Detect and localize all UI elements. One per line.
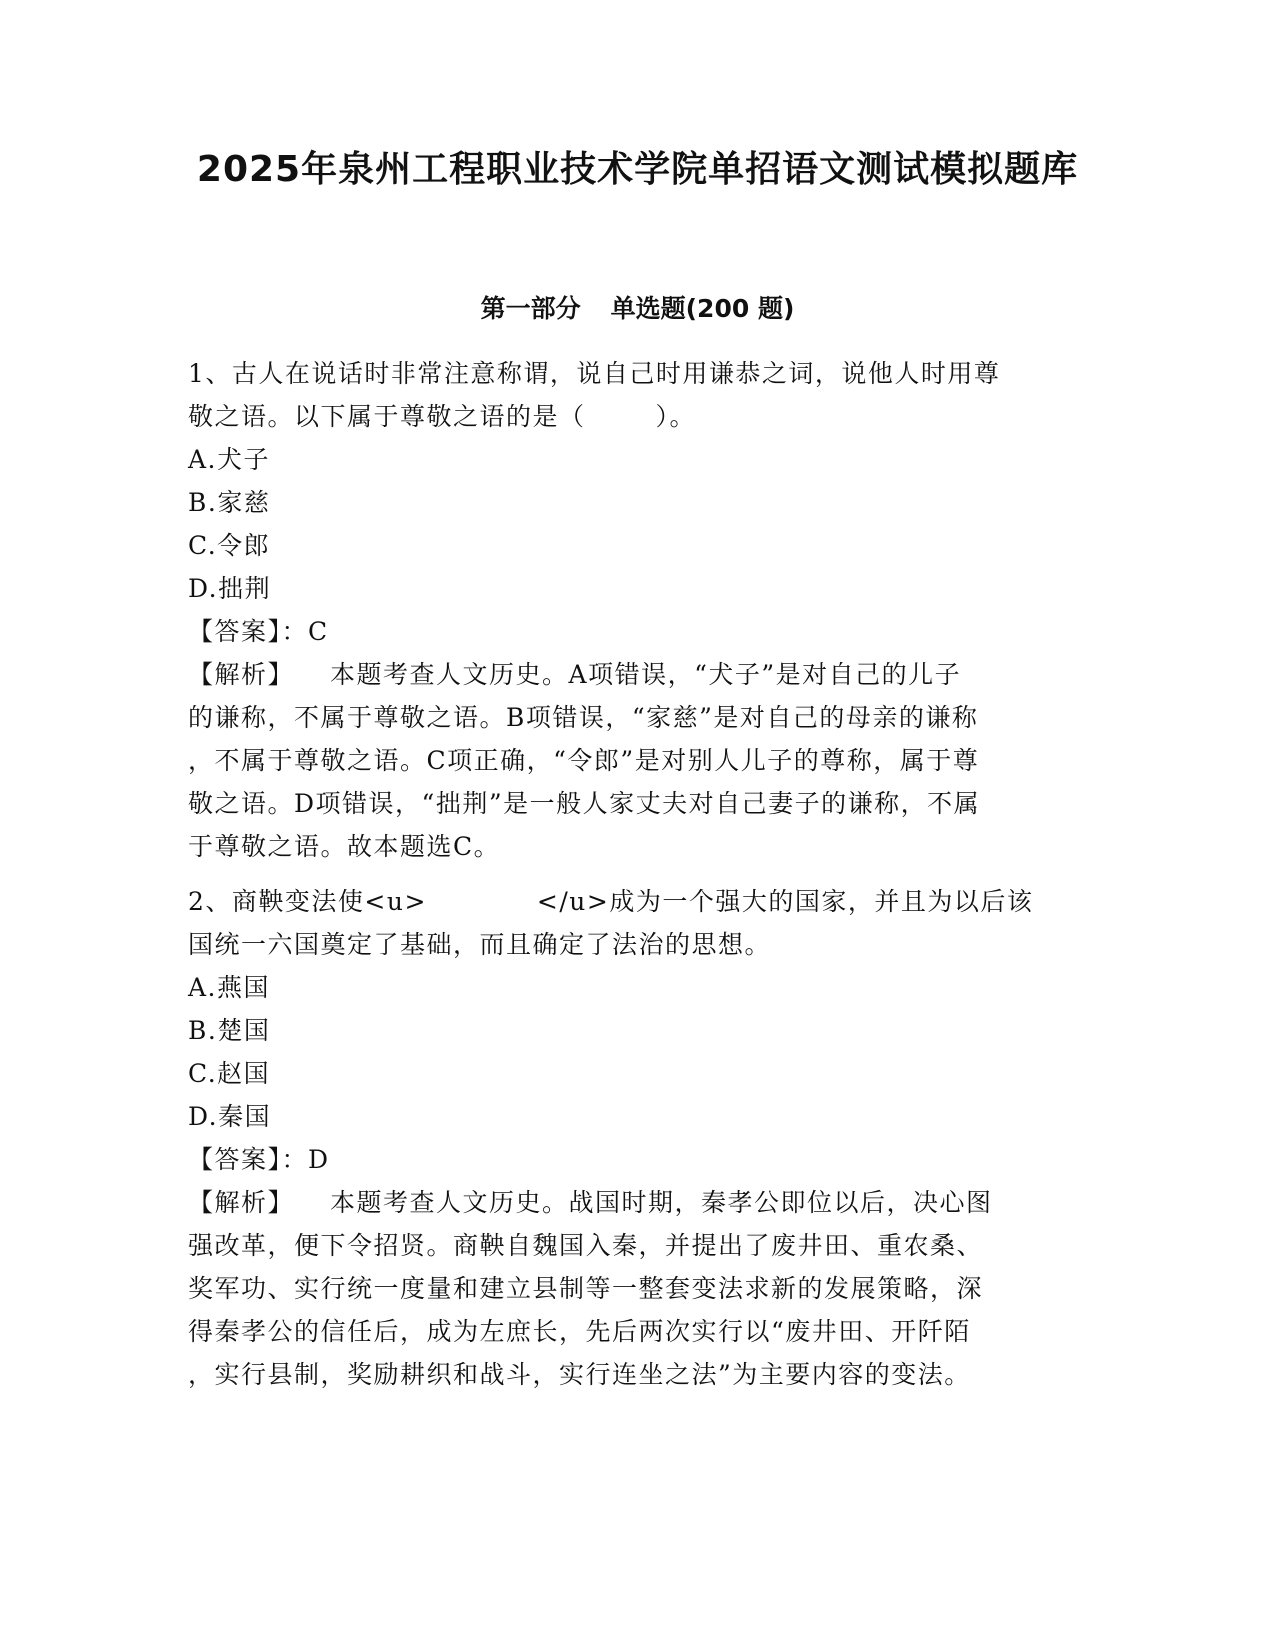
question-list: [188, 352, 1083, 1408]
section-part: 第一部分: [480, 294, 581, 323]
question-2-stem-line-1: 2、商鞅变法使<u> </u>成为一个强大的国家，并且为以后该: [188, 887, 1034, 916]
section-heading: [0, 292, 1275, 326]
question-2: [188, 880, 1083, 1396]
analysis-line: 本题考查人文历史。A项错误，“犬子”是对自己的儿子: [330, 660, 962, 689]
option-d: D.秦国: [188, 1102, 272, 1131]
answer-value: D: [308, 1145, 330, 1174]
analysis-line: 本题考查人文历史。战国时期，秦孝公即位以后，决心图: [330, 1188, 993, 1217]
analysis-line: 得秦孝公的信任后，成为左庶长，先后两次实行以“废井田、开阡陌: [188, 1317, 971, 1346]
answer-line: [188, 1138, 1083, 1181]
analysis: [188, 653, 1083, 868]
analysis-line: 的谦称，不属于尊敬之语。B项错误，“家慈”是对自己的母亲的谦称: [188, 703, 979, 732]
option-c: C.赵国: [188, 1059, 271, 1088]
option-a: A.犬子: [188, 445, 271, 474]
answer-label: 【答案】：: [188, 1145, 309, 1174]
option-d: D.拙荆: [188, 574, 272, 603]
question-1-stem-line-2: 敬之语。以下属于尊敬之语的是（ ）。: [188, 402, 697, 431]
analysis: [188, 1181, 1083, 1396]
section-name: 单选题(200 题): [610, 294, 795, 323]
option-c: C.令郎: [188, 531, 271, 560]
analysis-line: 奖军功、实行统一度量和建立县制等一整套变法求新的发展策略，深: [188, 1274, 984, 1303]
analysis-line: 敬之语。D项错误，“拙荆”是一般人家丈夫对自己妻子的谦称，不属: [188, 789, 981, 818]
analysis-label: 【解析】: [188, 660, 295, 689]
answer-line: [188, 610, 1083, 653]
option-a: A.燕国: [188, 973, 271, 1002]
answer-label: 【答案】：: [188, 617, 309, 646]
analysis-label: 【解析】: [188, 1188, 295, 1217]
analysis-line: 于尊敬之语。故本题选C。: [188, 832, 501, 861]
option-b: B.楚国: [188, 1016, 271, 1045]
analysis-line: ，实行县制，奖励耕织和战斗，实行连坐之法”为主要内容的变法。: [188, 1360, 971, 1389]
question-1: [188, 352, 1083, 868]
option-b: B.家慈: [188, 488, 271, 517]
question-1-stem-line-1: 1、古人在说话时非常注意称谓，说自己时用谦恭之词，说他人时用尊: [188, 359, 1001, 388]
analysis-line: ，不属于尊敬之语。C项正确，“令郎”是对别人儿子的尊称，属于尊: [188, 746, 980, 775]
answer-value: C: [308, 617, 329, 646]
page-title: 2025年泉州工程职业技术学院单招语文测试模拟题库: [196, 149, 1079, 190]
analysis-line: 强改革，便下令招贤。商鞅自魏国入秦，并提出了废井田、重农桑、: [188, 1231, 984, 1260]
question-2-stem-line-2: 国统一六国奠定了基础，而且确定了法治的思想。: [188, 930, 772, 959]
